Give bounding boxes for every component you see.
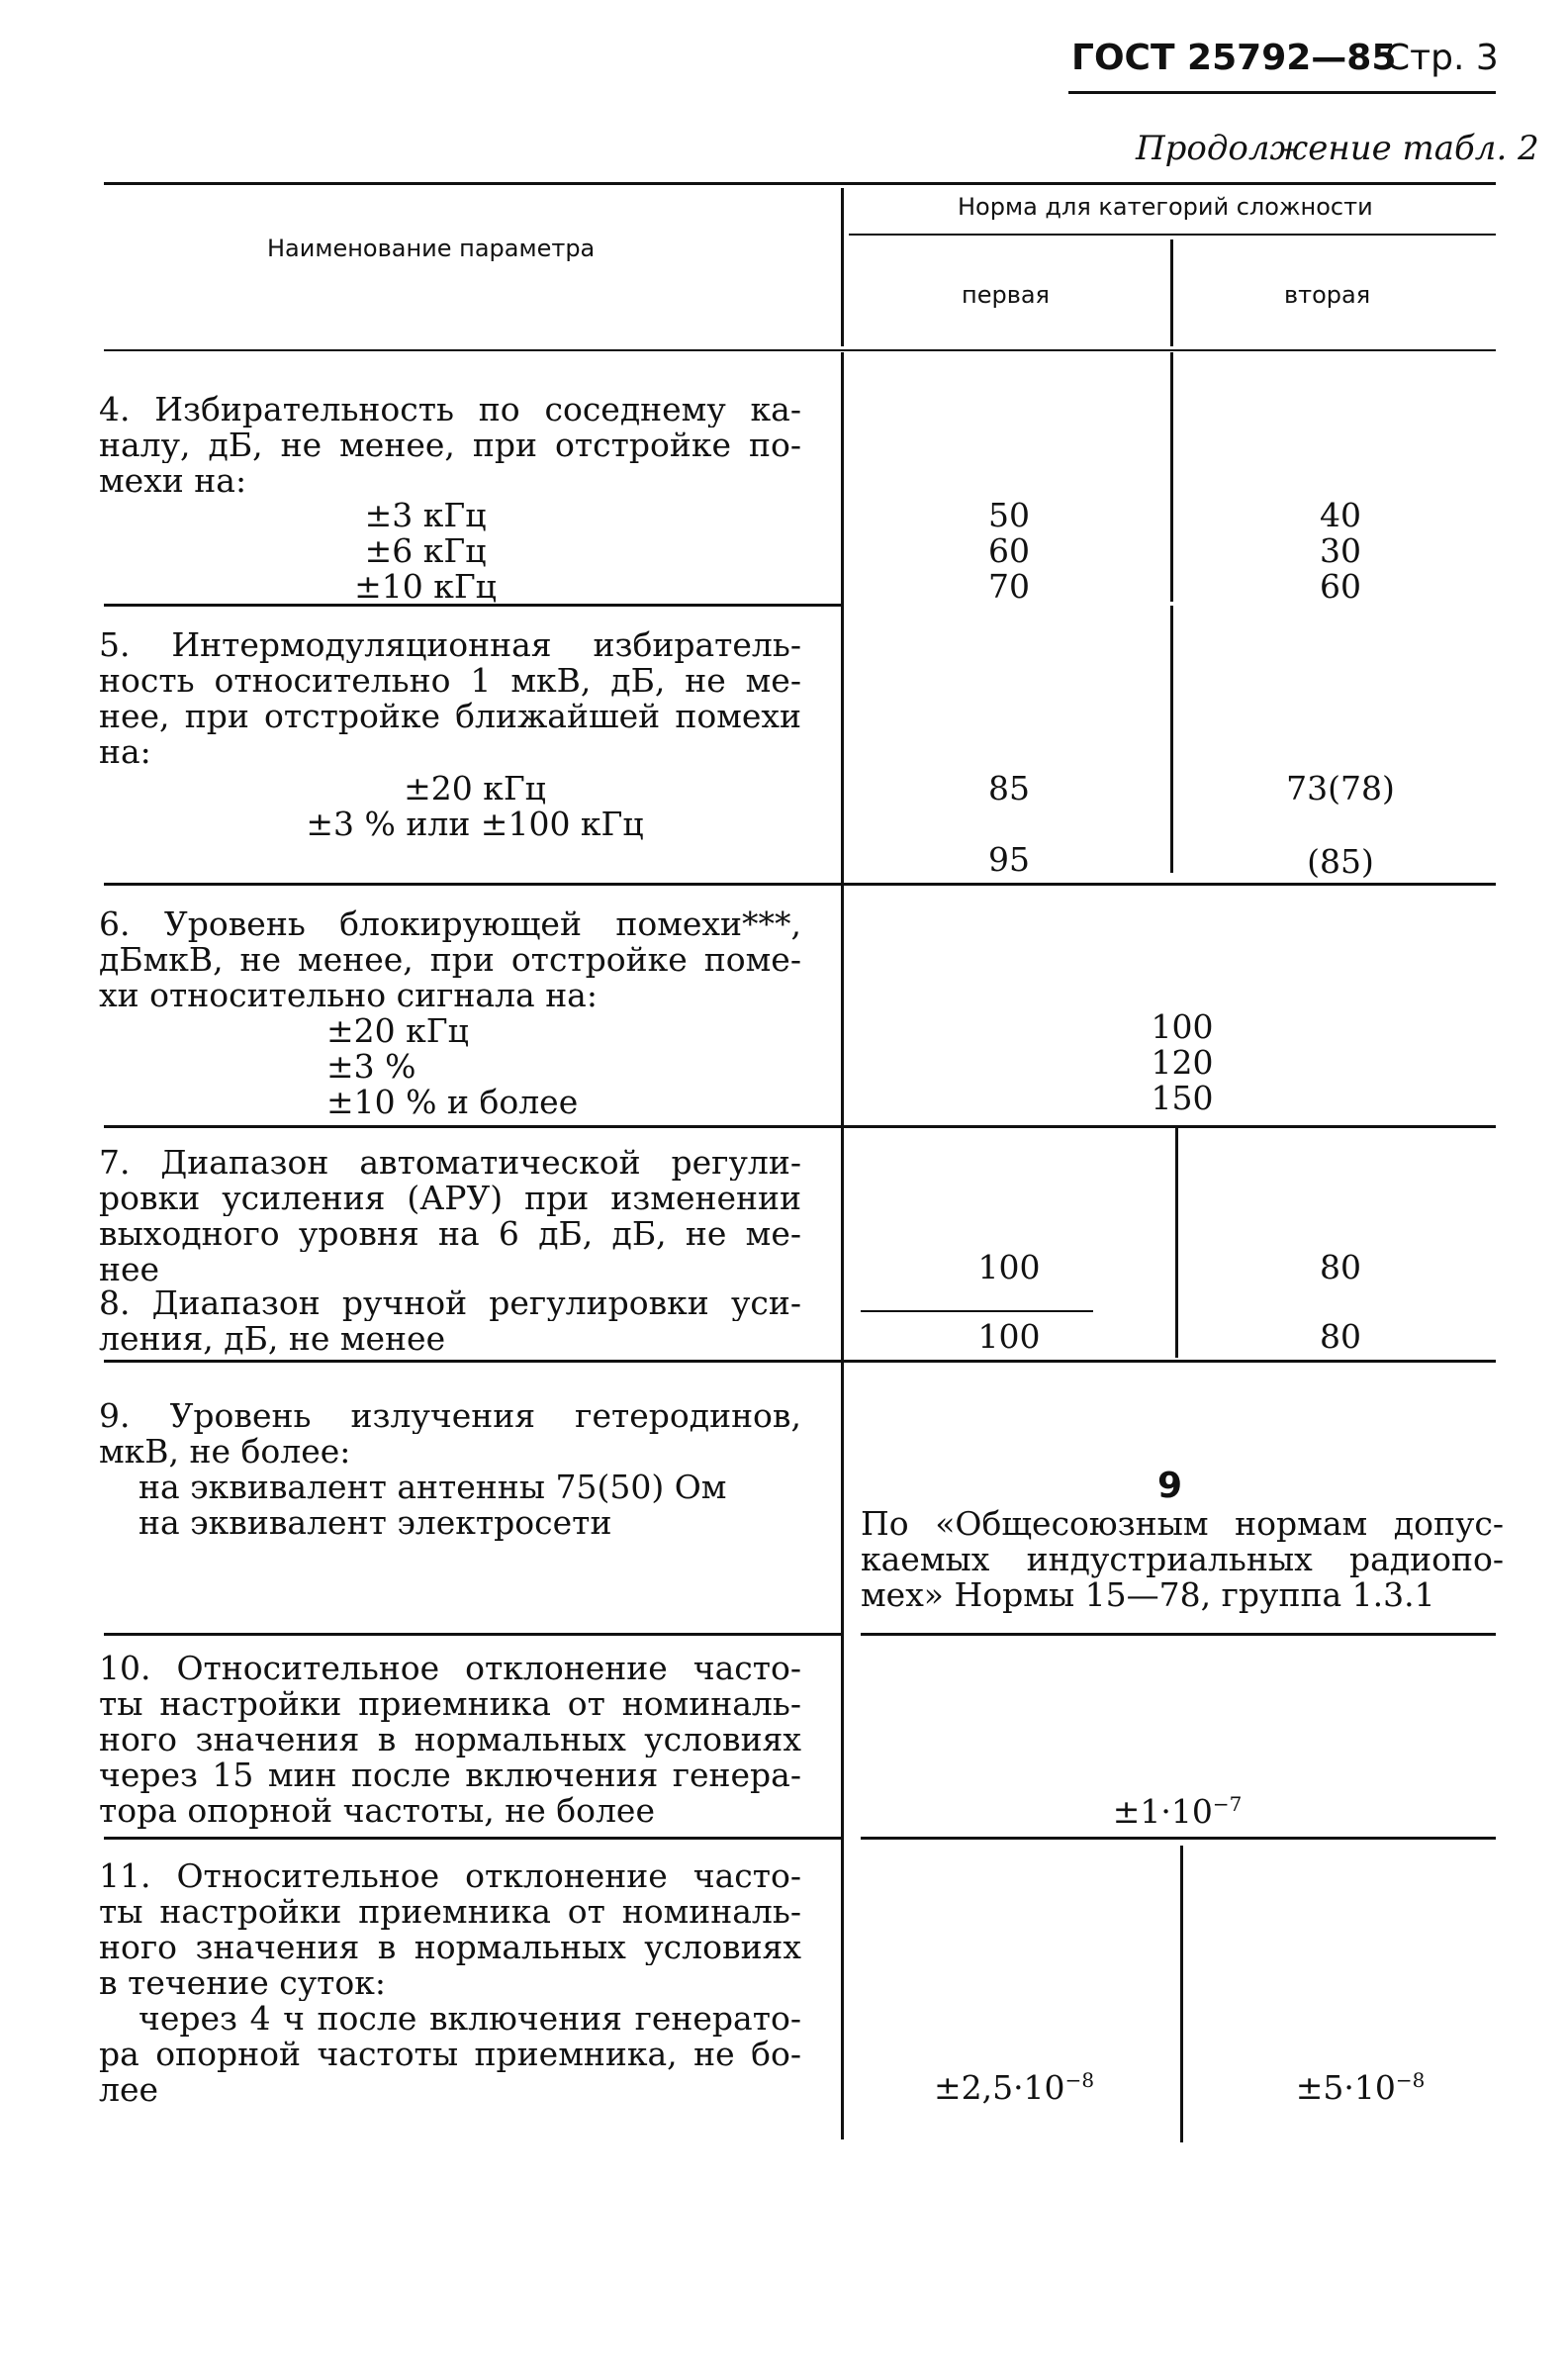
row5-col-divider (1170, 606, 1173, 873)
col-second-header: вторая (1284, 281, 1371, 309)
row6-rule (104, 1125, 1496, 1128)
row7-param: 7. Диапазон автоматической регули- ровки усиления (АРУ) при изменении выходного уровня на 6 дБ, дБ, не ме- нее (99, 1145, 801, 1287)
row5-subs: ±20 кГц ±3 % или ±100 кГц (306, 769, 644, 843)
table-vertical-divider (841, 352, 844, 2139)
row9-rule-left (104, 1633, 841, 1636)
row6-param: 6. Уровень блокирующей помехи***, дБмкВ, не менее, при отстройке поме- хи относительно сигнала на: (99, 906, 801, 1013)
gost-number: ГОСТ 25792—85 (1071, 38, 1397, 78)
table-top-rule (104, 182, 1496, 185)
row5-param: 5. Интермодуляционная избиратель- ность относительно 1 мкВ, дБ, не ме- нее, при отстройке ближайшей помехи на: (99, 627, 801, 770)
row9-norm: По «Общесоюзным нормам допус- каемых индустриальных радиопо- мех» Нормы 15—78, группа 1.3.1 (861, 1504, 1504, 1614)
row7-col-divider (1175, 1128, 1178, 1358)
row4-first: 50 60 70 (988, 496, 1030, 606)
table-continuation: Продолжение табл. 2 (1136, 129, 1539, 168)
row11-second: $\pm 5\cdot 10^{-8}$ (1295, 2068, 1426, 2107)
row11-param: 11. Относительное отклонение часто- ты настройки приемника от номиналь- ного значения в нормальных условиях в течение суток: через 4 ч после включения генерато- ра опорной частоты приемника, не бо- лее (99, 1858, 801, 2108)
row8-rule (104, 1360, 1496, 1363)
header-bottom-rule (104, 349, 1496, 351)
col-param-header: Наименование параметра (267, 235, 596, 262)
row4-subs: ±3 кГц ±6 кГц ±10 кГц (354, 496, 497, 606)
row9-rule-right (861, 1633, 1496, 1636)
row5-rule (104, 883, 1496, 886)
col-norm-header: Норма для категорий сложности (958, 193, 1373, 221)
row4-rule-left (104, 604, 841, 607)
row4-param: 4. Избирательность по соседнему ка- налу, дБ, не менее, при отстройке по- мехи на: (99, 392, 801, 499)
row10-rule-left (104, 1837, 841, 1840)
header-divider (841, 188, 844, 346)
row9-value: 9 (1157, 1466, 1183, 1506)
row4-second: 40 30 60 (1320, 496, 1361, 606)
row7-first: 100 (977, 1248, 1041, 1286)
row8-second: 80 (1320, 1317, 1361, 1356)
row5-first-a: 85 (988, 769, 1030, 807)
subheader-divider (1170, 239, 1173, 346)
page-number: Стр. 3 (1385, 38, 1499, 78)
header-rule (1068, 91, 1496, 94)
row8-param: 8. Диапазон ручной регулировки уси- ления, дБ, не менее (99, 1285, 801, 1357)
row10-rule-right (861, 1837, 1496, 1840)
row11-col-divider (1180, 1846, 1183, 2142)
row9-subs: на эквивалент антенны 75(50) Ом на эквивалент электросети (138, 1468, 727, 1542)
row6-subs: ±20 кГц ±3 % ±10 % и более (326, 1011, 579, 1121)
row5-first-b: 95 (988, 840, 1030, 879)
row6-values: 100 120 150 (1151, 1007, 1214, 1117)
row11-first: $\pm 2,5\cdot 10^{-8}$ (933, 2068, 1095, 2107)
row7-second: 80 (1320, 1248, 1361, 1286)
row4-col-divider (1170, 352, 1173, 602)
norm-header-rule (849, 234, 1496, 236)
col-first-header: первая (962, 281, 1050, 309)
row7-rule-first (861, 1310, 1093, 1312)
row8-first: 100 (977, 1317, 1041, 1356)
row10-param: 10. Относительное отклонение часто- ты настройки приемника от номиналь- ного значения в нормальных условиях через 15 мин после включения генера- тора опорной частоты, не более (99, 1651, 801, 1829)
row9-param: 9. Уровень излучения гетеродинов, мкВ, не более: (99, 1398, 801, 1470)
row5-second-b: (85) (1307, 842, 1374, 881)
row5-second-a: 73(78) (1286, 769, 1395, 807)
row10-value: $\pm 1\cdot 10^{-7}$ (1112, 1792, 1243, 1831)
